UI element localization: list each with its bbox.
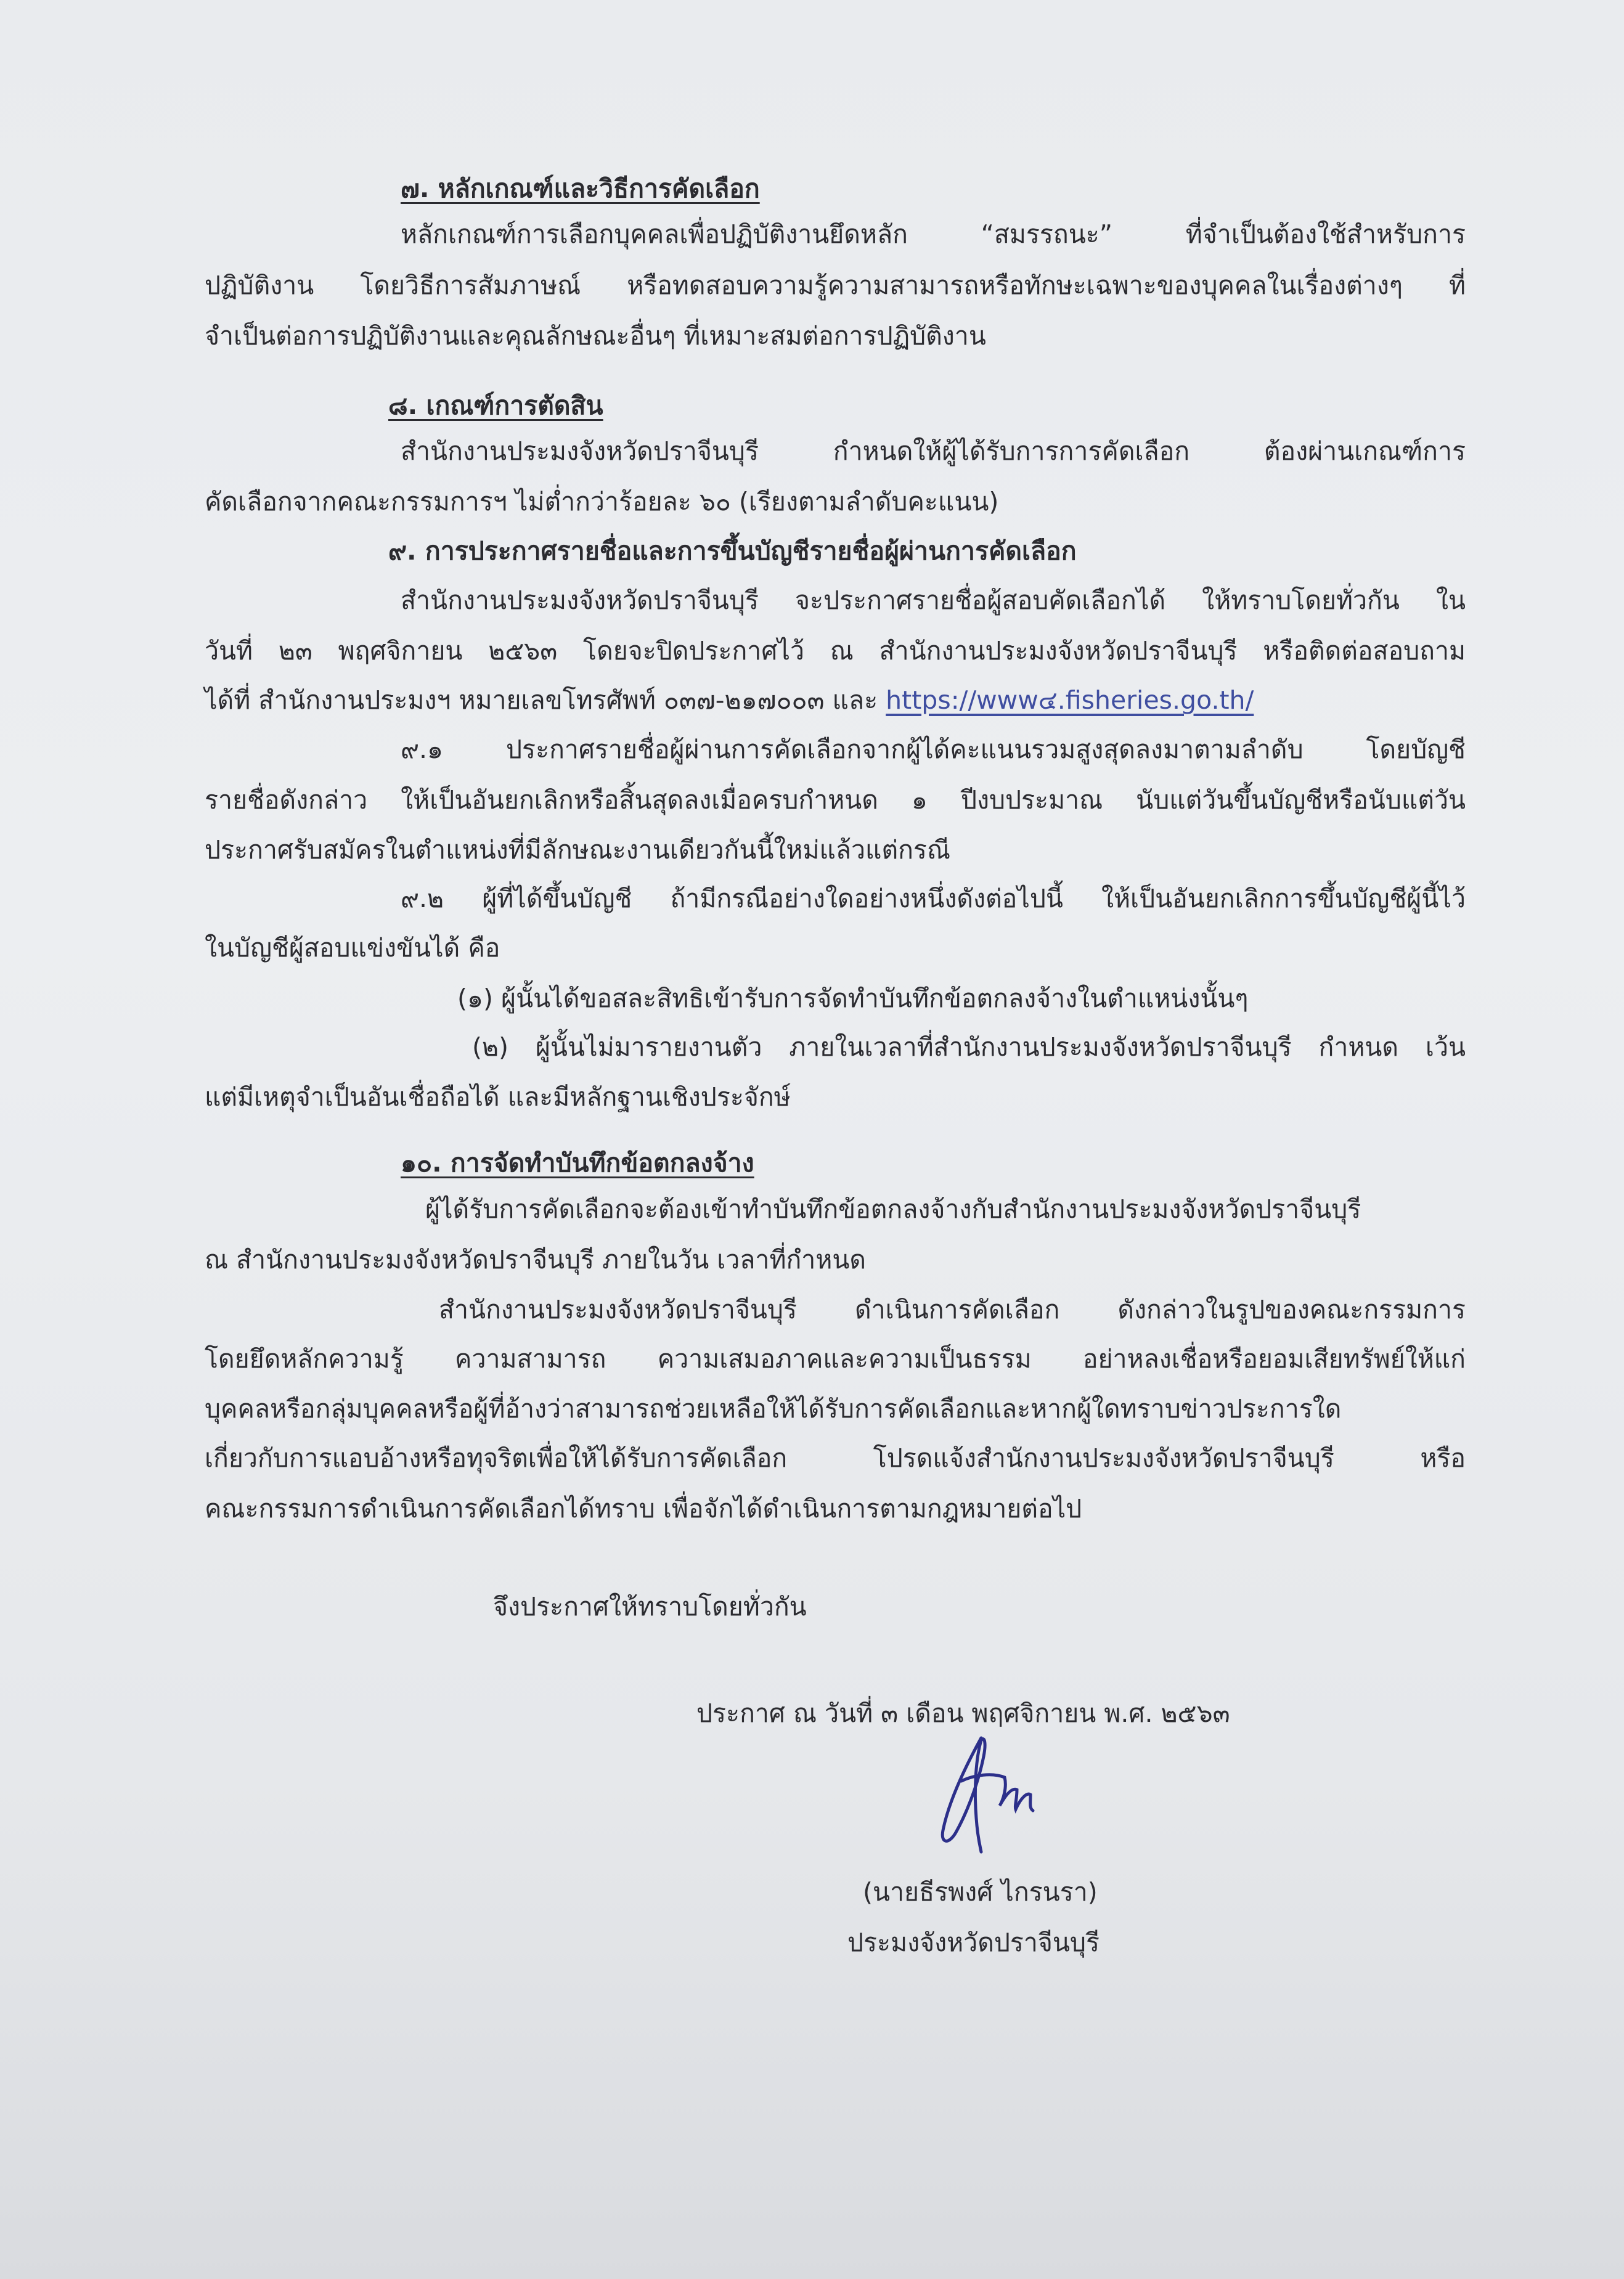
section-9-2-item-1: (๑) ผู้นั้นได้ขอสละสิทธิเข้ารับการจัดทำบันทึกข้อตกลงจ้างในตำแหน่งนั้นๆ — [457, 984, 1249, 1013]
section-7-line-2: ปฏิบัติงาน โดยวิธีการสัมภาษณ์ หรือทดสอบความรู้ความสามารถหรือทักษะเฉพาะของบุคคลในเรื่องต่างๆ ที่ — [205, 271, 1466, 300]
section-8-line-1: สำนักงานประมงจังหวัดปราจีนบุรี กำหนดให้ผู้ได้รับการการคัดเลือก ต้องผ่านเกณฑ์การ — [401, 436, 1466, 466]
section-10-para2-line-4: เกี่ยวกับการแอบอ้างหรือทุจริตเพื่อให้ได้รับการคัดเลือก โปรดแจ้งสำนักงานประมงจังหวัดปราจีนบุรี หรือ — [205, 1443, 1466, 1473]
section-9-1-line-1: ๙.๑ ประกาศรายชื่อผู้ผ่านการคัดเลือกจากผู้ได้คะแนนรวมสูงสุดลงมาตามลำดับ โดยบัญชี — [401, 735, 1466, 764]
section-10-heading: ๑๐. การจัดทำบันทึกข้อตกลงจ้าง — [401, 1148, 754, 1178]
section-7-line-3: จำเป็นต่อการปฏิบัติงานและคุณลักษณะอื่นๆ ที่เหมาะสมต่อการปฏิบัติงาน — [205, 321, 986, 351]
section-10-para2-line-3: บุคคลหรือกลุ่มบุคคลหรือผู้ที่อ้างว่าสามารถช่วยเหลือให้ได้รับการคัดเลือกและหากผู้ใดทราบข่าวประการใด — [205, 1394, 1342, 1424]
section-9-heading: ๙. การประกาศรายชื่อและการขึ้นบัญชีรายชื่อผู้ผ่านการคัดเลือก — [388, 536, 1077, 566]
section-8-heading: ๘. เกณฑ์การตัดสิน — [388, 391, 603, 420]
section-9-line-1: สำนักงานประมงจังหวัดปราจีนบุรี จะประกาศรายชื่อผู้สอบคัดเลือกได้ ให้ทราบโดยทั่วกัน ใน — [401, 585, 1466, 615]
section-9-line-3 — [205, 682, 1254, 719]
announcement-date: ประกาศ ณ วันที่ ๓ เดือน พฤศจิกายน พ.ศ. ๒๕๖๓ — [696, 1698, 1230, 1728]
section-9-1-line-2: รายชื่อดังกล่าว ให้เป็นอันยกเลิกหรือสิ้นสุดลงเมื่อครบกำหนด ๑ ปีงบประมาณ นับแต่วันขึ้นบัญชีหรือนับแต่วัน — [205, 785, 1466, 815]
signer-title: ประมงจังหวัดปราจีนบุรี — [847, 1928, 1100, 1957]
section-10-line-1: ผู้ได้รับการคัดเลือกจะต้องเข้าทำบันทึกข้อตกลงจ้างกับสำนักงานประมงจังหวัดปราจีนบุรี — [425, 1194, 1361, 1224]
section-10-line-2: ณ สำนักงานประมงจังหวัดปราจีนบุรี ภายในวัน เวลาที่กำหนด — [205, 1245, 867, 1274]
section-9-1-line-3: ประกาศรับสมัครในตำแหน่งที่มีลักษณะงานเดียวกันนี้ใหม่แล้วแต่กรณี — [205, 835, 950, 865]
section-10-para2-line-5: คณะกรรมการดำเนินการคัดเลือกได้ทราบ เพื่อจักได้ดำเนินการตามกฎหมายต่อไป — [205, 1494, 1082, 1523]
signer-name: (นายธีรพงศ์ ไกรนรา) — [863, 1877, 1098, 1907]
signature-mark — [924, 1713, 1048, 1867]
section-9-2-item-2-line-1: (๒) ผู้นั้นไม่มารายงานตัว ภายในเวลาที่สำนักงานประมงจังหวัดปราจีนบุรี กำหนด เว้น — [472, 1032, 1466, 1062]
section-10-para2-line-2: โดยยึดหลักความรู้ ความสามารถ ความเสมอภาคและความเป็นธรรม อย่าหลงเชื่อหรือยอมเสียทรัพย์ให้แก่ — [205, 1344, 1466, 1374]
section-10-para2-line-1: สำนักงานประมงจังหวัดปราจีนบุรี ดำเนินการคัดเลือก ดังกล่าวในรูปของคณะกรรมการ — [439, 1295, 1466, 1324]
section-9-2-line-1: ๙.๒ ผู้ที่ได้ขึ้นบัญชี ถ้ามีกรณีอย่างใดอย่างหนึ่งดังต่อไปนี้ ให้เป็นอันยกเลิกการขึ้นบัญชีผู้นี้ไว้ — [401, 884, 1466, 913]
section-8-line-2: คัดเลือกจากคณะกรรมการฯ ไม่ต่ำกว่าร้อยละ ๖๐ (เรียงตามลำดับคะแนน) — [205, 487, 999, 516]
section-9-line-3-text: ได้ที่ สำนักงานประมงฯ หมายเลขโทรศัพท์ ๐๓๗-๒๑๗๐๐๓ และ — [205, 685, 886, 715]
section-7-line-1: หลักเกณฑ์การเลือกบุคคลเพื่อปฏิบัติงานยึดหลัก “สมรรถนะ” ที่จำเป็นต้องใช้สำหรับการ — [401, 219, 1466, 249]
announcement-closing: จึงประกาศให้ทราบโดยทั่วกัน — [493, 1592, 807, 1621]
section-9-2-line-2: ในบัญชีผู้สอบแข่งขันได้ คือ — [205, 933, 500, 963]
section-9-line-2: วันที่ ๒๓ พฤศจิกายน ๒๕๖๓ โดยจะปิดประกาศไว้ ณ สำนักงานประมงจังหวัดปราจีนบุรี หรือติดต่อสอบถาม — [205, 636, 1466, 666]
section-7-heading: ๗. หลักเกณฑ์และวิธีการคัดเลือก — [401, 174, 760, 203]
section-9-2-item-2-line-2: แต่มีเหตุจำเป็นอันเชื่อถือได้ และมีหลักฐานเชิงประจักษ์ — [205, 1082, 791, 1112]
fisheries-website-link[interactable]: https://www๔.fisheries.go.th/ — [886, 685, 1254, 715]
